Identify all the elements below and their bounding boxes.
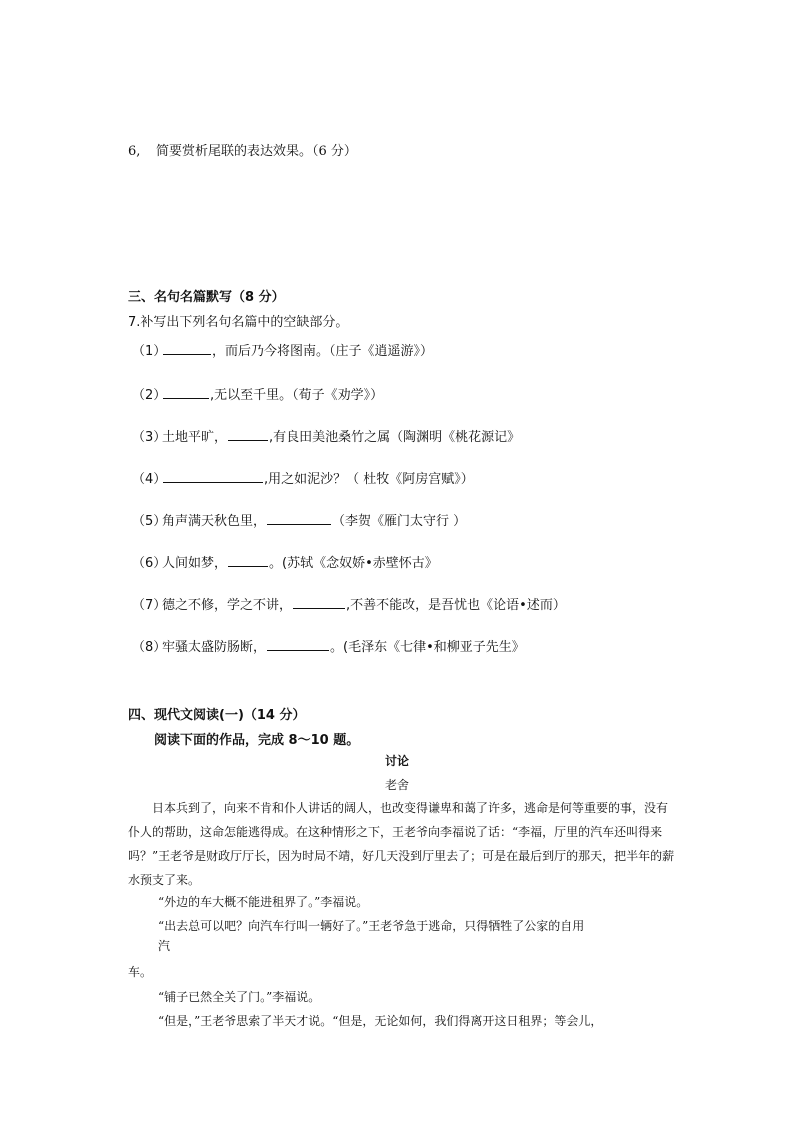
question-number: 6, <box>128 144 141 159</box>
answer-blank[interactable] <box>267 638 329 651</box>
article-title: 讨论 <box>384 754 409 768</box>
article-paragraph-2: “外边的车大概不能进租界了。”李福说。 <box>158 895 369 909</box>
fill-item-1: （1） ，而后乃今将图南。（庄子《逍遥游》） <box>132 340 433 359</box>
fill-item-5: （5）角声满天秋色里， （李贺《雁门太守行 ） <box>132 510 466 529</box>
section-3-heading: 三、名句名篇默写（8 分） <box>128 290 285 305</box>
reading-instruction: 阅读下面的作品，完成 8～10 题。 <box>154 733 360 748</box>
item-number: （6） <box>132 556 167 571</box>
item-number: （1） <box>132 344 167 359</box>
article-paragraph-3: “出去总可以吧？向汽车行叫一辆好了。”王老爷急于逃命，只得牺牲了公家的自用 <box>158 919 585 933</box>
answer-blank[interactable] <box>163 470 263 483</box>
fill-item-4: （4） ,用之如泥沙？（ 杜牧《阿房宫赋》） <box>132 468 474 487</box>
article-author: 老舍 <box>384 778 409 792</box>
fill-item-6: （6）人间如梦， 。(苏轼《念奴娇•赤壁怀古》 <box>132 552 438 571</box>
item-number: （7） <box>132 598 167 613</box>
article-paragraph-4: “铺子已然全关了门。”李福说。 <box>158 990 321 1004</box>
article-paragraph-3-wrap: 汽 <box>158 939 171 953</box>
item-number: （4） <box>132 472 167 487</box>
item-number: （8） <box>132 640 167 655</box>
question-7-instruction: 7.补写出下列名句名篇中的空缺部分。 <box>128 315 349 330</box>
section-4-heading: 四、现代文阅读(一)（14 分） <box>128 708 306 723</box>
article-paragraph-3-end: 车。 <box>128 965 153 979</box>
answer-blank[interactable] <box>267 512 331 525</box>
item-number: （2） <box>132 388 167 403</box>
fill-item-3: （3）土地平旷， ,有良田美池桑竹之属（陶渊明《桃花源记》 <box>132 426 520 445</box>
item-number: （3） <box>132 430 167 445</box>
article-paragraph-1: 日本兵到了，向来不肯和仆人讲话的阔人，也改变得谦卑和蔼了许多，逃命是何等重要的事，没有仆人的帮助，这命怎能逃得成。在这种情形之下，王老爷向李福说了话：“李福，厅里的汽车还叫得来吗？”王老爷是财政厅厅长，因为时局不靖，好几天没到厅里去了；可是在最后到厅的那天，把半年的薪水预支了来。 <box>128 801 675 887</box>
fill-item-7: （7）德之不修，学之不讲， ,不善不能改，是吾忧也《论语•述而） <box>132 594 566 613</box>
question-6 <box>128 140 357 159</box>
article-paragraph-5: “但是，”王老爷思索了半天才说。“但是，无论如何，我们得离开这日租界；等会儿， <box>158 1014 603 1028</box>
fill-item-2: （2） ,无以至千里。（荀子《劝学》） <box>132 384 383 403</box>
item-number: （5） <box>132 514 167 529</box>
fill-item-8: （8）牢骚太盛防肠断， 。(毛泽东《七律•和柳亚子先生》 <box>132 636 525 655</box>
question-text: 简要赏析尾联的表达效果。（6 分） <box>156 144 357 159</box>
answer-blank[interactable] <box>163 386 209 399</box>
answer-blank[interactable] <box>228 428 268 441</box>
answer-blank[interactable] <box>163 342 211 355</box>
answer-blank[interactable] <box>228 554 268 567</box>
answer-blank[interactable] <box>293 596 345 609</box>
